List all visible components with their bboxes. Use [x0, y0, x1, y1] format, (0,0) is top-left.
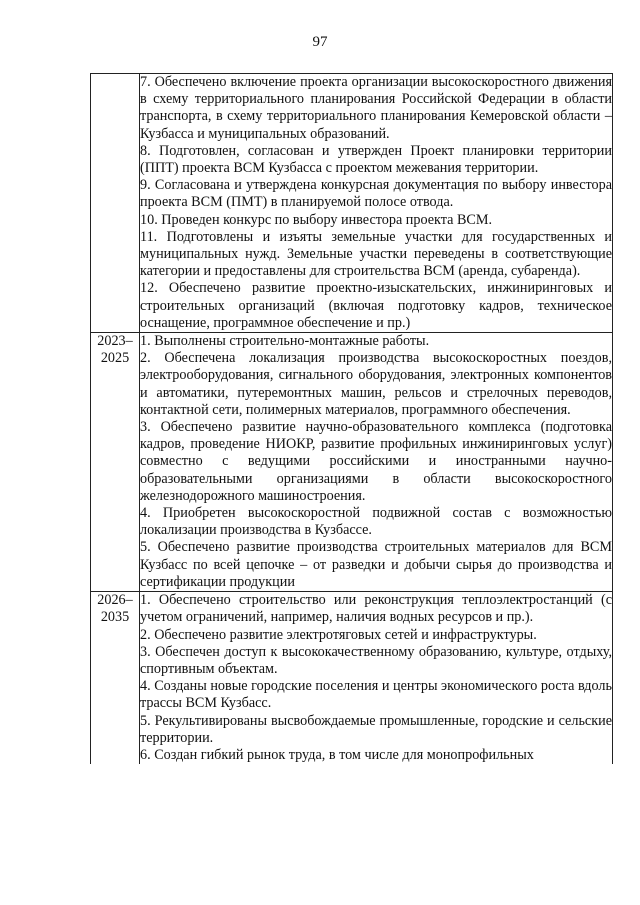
- measure-item: 3. Обеспечен доступ к высококачественному образованию, культуре, отдыху, спортивным объектам.: [140, 643, 612, 677]
- plan-table: [90, 73, 613, 764]
- measure-item: 8. Подготовлен, согласован и утвержден Проект планировки территории (ППТ) проекта ВСМ Кузбасса с проектом межевания территории.: [140, 142, 612, 177]
- measure-item: 12. Обеспечено развитие проектно-изыскательских, инжиниринговых и строительных организаций (включая подготовку кадров, техническое оснащение, программное обеспечение и пр.): [140, 280, 612, 331]
- measure-item: 5. Рекультивированы высвобождаемые промышленные, городские и сельские территории.: [140, 712, 612, 746]
- measure-item: 4. Приобретен высокоскоростной подвижной состав с возможностью локализации производства в Кузбассе.: [140, 505, 612, 539]
- table-row: [91, 333, 613, 592]
- measure-item: 1. Обеспечено строительство или реконструкция теплоэлектростанций (с учетом ограничений, например, наличия водных ресурсов и пр.).: [140, 592, 612, 626]
- table-row: [91, 74, 613, 333]
- period-cell: 2026– 2035: [91, 592, 140, 765]
- measure-item: 11. Подготовлены и изъяты земельные участки для государственных и муниципальных нужд. Земельные участки переведены в соответствующие категории и предоставлены для строительства ВСМ (аренда, субаренда).: [140, 228, 612, 280]
- measure-item: 5. Обеспечено развитие производства строительных материалов для ВСМ Кузбасс по всей цепочке – от разведки и добычи сырья до производства и сертификации продукции: [140, 539, 612, 590]
- measure-item: 4. Созданы новые городские поселения и центры экономического роста вдоль трассы ВСМ Кузбасс.: [140, 678, 612, 712]
- measures-cell: [140, 74, 613, 333]
- period-cell: 2023– 2025: [91, 333, 140, 592]
- measure-item: 6. Создан гибкий рынок труда, в том числе для монопрофильных: [140, 746, 534, 763]
- table-row: [91, 592, 613, 765]
- measure-item: 9. Согласована и утверждена конкурсная документация по выбору инвестора проекта ВСМ (ПМТ) в планируемой полосе отвода.: [140, 177, 612, 211]
- page-number: 97: [312, 34, 328, 50]
- period-cell: [91, 74, 140, 333]
- measure-item: 7. Обеспечено включение проекта организации высокоскоростного движения в схему территориального планирования Российской Федерации в области транспорта, в схему территориального планирования Кемеровской области – Кузбасса и муниципальных образований.: [140, 74, 612, 142]
- measure-item: 2. Обеспечена локализация производства высокоскоростных поездов, электрооборудования, сигнального оборудования, электронных компонентов и автоматики, путеремонтных машин, рельсов и стрелочных переводов, контактной сети, полимерных материалов, программного обеспечения.: [140, 350, 612, 418]
- measures-cell: [140, 333, 613, 592]
- measure-item: 1. Выполнены строительно-монтажные работы.: [140, 333, 430, 350]
- measures-cell: [140, 592, 613, 765]
- measure-item: 10. Проведен конкурс по выбору инвестора проекта ВСМ.: [140, 211, 493, 228]
- measure-item: 3. Обеспечено развитие научно-образовательного комплекса (подготовка кадров, проведение НИОКР, развитие профильных инжиниринговых услуг) совместно с ведущими российскими и иностранными научно-образовательными организациями в области высокоскоростного железнодорожного машиностроения.: [140, 419, 612, 504]
- measure-item: 2. Обеспечено развитие электротяговых сетей и инфраструктуры.: [140, 626, 537, 643]
